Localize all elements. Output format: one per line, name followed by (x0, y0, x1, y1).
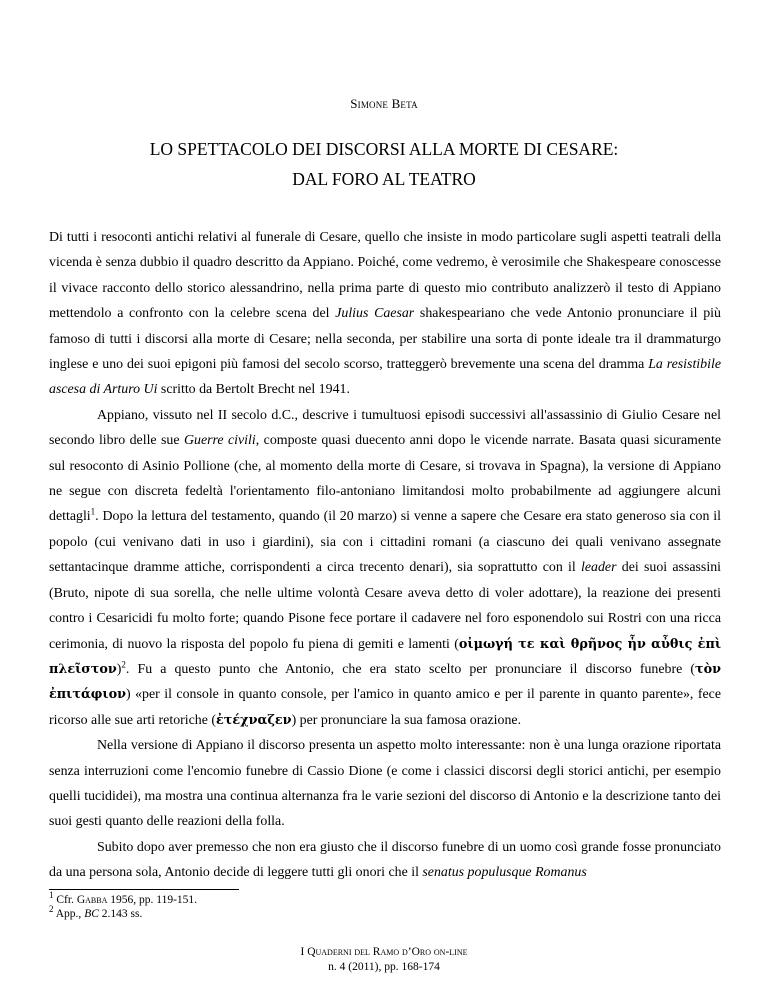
journal-name: I Quaderni del Ramo d’Oro on-line (300, 946, 468, 958)
footnote-ref-1[interactable]: 1 (90, 506, 96, 517)
article-body (49, 225, 721, 886)
greek-verb: ἐτέχναζεν (216, 712, 292, 728)
greek-term: τὸν ἐπιτάφιον (49, 661, 721, 703)
footnote-divider (49, 889, 239, 890)
paragraph-2: Appiano, vissuto nel II secolo d.C., descrive i tumultuosi episodi successivi all'assassinio di Giulio Cesare nel secondo libro delle sue Guerre civili, composte quasi duecento anni dopo le vicende narrate. Basata quasi sicuramente sul resoconto di Asinio Pollione (che, al momento della morte di Cesare, si trovava in Spagna), la versione di Appiano ne segue con discreta fedeltà l'orientamento filo-antoniano limitandosi molto probabilmente ad aggiungere alcuni dettagli$^1$. Dopo la lettura del testamento, quando (il 20 marzo) si venne a sapere che Cesare era stato generoso sia con il popolo (cui venivano dati in uso i giardini), sia con i cittadini romani (a ciascuno dei quali venivano assegnate settantacinque dramme attiche, corrispondenti a circa trecento denari), sia soprattutto con il leader dei suoi assassini (Bruto, nipote di sua sorella, che nelle ultime volontà Cesare aveva detto di voler adottare), la reazione dei presenti contro i Cesaricidi fu molto forte; quando Pisone fece portare il cadavere nel foro esponendolo sui Rostri con una ricca cerimonia, di nuovo la risposta del popolo fu piena di gemiti e lamenti (οἰμωγή τε καὶ θρῆνος ἦν αὖθις ἐπὶ πλεῖστον)$^2$. Fu a questo punto che Antonio, che era stato scelto per pronunciare il discorso funebre (τὸν ἐπιτάφιον) «per il console in quanto console, per l'amico in quanto amico e per il parente in quanto parente», fece ricorso alle sue arti retoriche (ἐτέχναζεν) per pronunciare la sua famosa orazione. (49, 407, 722, 728)
title-line-2: DAL FORO AL TEATRO (292, 169, 476, 189)
footnotes (49, 890, 198, 921)
greek-quote: οἰμωγή τε καὶ θρῆνος ἦν αὖθις ἐπὶ πλεῖστον (49, 636, 722, 677)
footnote-2: $^2$ App., BC 2.143 ss. (49, 904, 143, 920)
author-name: Simone Beta (350, 96, 418, 111)
issue-info: n. 4 (2011), pp. 168-174 (328, 961, 440, 973)
paragraph-3: Nella versione di Appiano il discorso presenta un aspetto molto interessante: non è una lunga orazione riportata senza interruzioni come l'encomio funebre di Cassio Dione (e come i classici discorsi degli storici antichi, per esempio quelli tucididei), ma mostra una continua alternanza fra le varie sezioni del discorso di Antonio e la descrizione tanto dei suoi gesti quanto delle reazioni della folla. (49, 738, 721, 830)
footnote-1: $^1$ Cfr. Gabba 1956, pp. 119-151. (49, 890, 198, 906)
page-footer (0, 945, 768, 975)
footnote-ref-2[interactable]: 2 (121, 659, 126, 670)
paragraph-1: Di tutti i resoconti antichi relativi al funerale di Cesare, quello che insiste in modo particolare sugli aspetti teatrali della vicenda è senza dubbio il quadro descritto da Appiano. Poiché, come vedremo, è verosimile che Shakespeare conoscesse il vivace racconto dello storico alessandrino, nella prima parte di questo mio contributo analizzerò il testo di Appiano mettendolo a confronto con la celebre scena del Julius Caesar shakespeariano che vede Antonio pronunciare il più famoso di tutti i discorsi alla morte di Cesare; nella seconda, per stabilire una sorta di ponte ideale tra il drammaturgo inglese e uno dei suoi epigoni più famosi del secolo scorso, tratteggerò brevemente una scena del dramma La resistibile ascesa di Arturo Ui scritto da Bertolt Brecht nel 1941. (49, 230, 721, 398)
article-title (0, 134, 768, 194)
title-line-1: LO SPETTACOLO DEI DISCORSI ALLA MORTE DI CESARE: (149, 139, 619, 159)
paragraph-4: Subito dopo aver premesso che non era giusto che il discorso funebre di un uomo così grande fosse pronunciato da una persona sola, Antonio decide di leggere tutti gli onori che il senatus populusque Romanus (49, 839, 721, 881)
